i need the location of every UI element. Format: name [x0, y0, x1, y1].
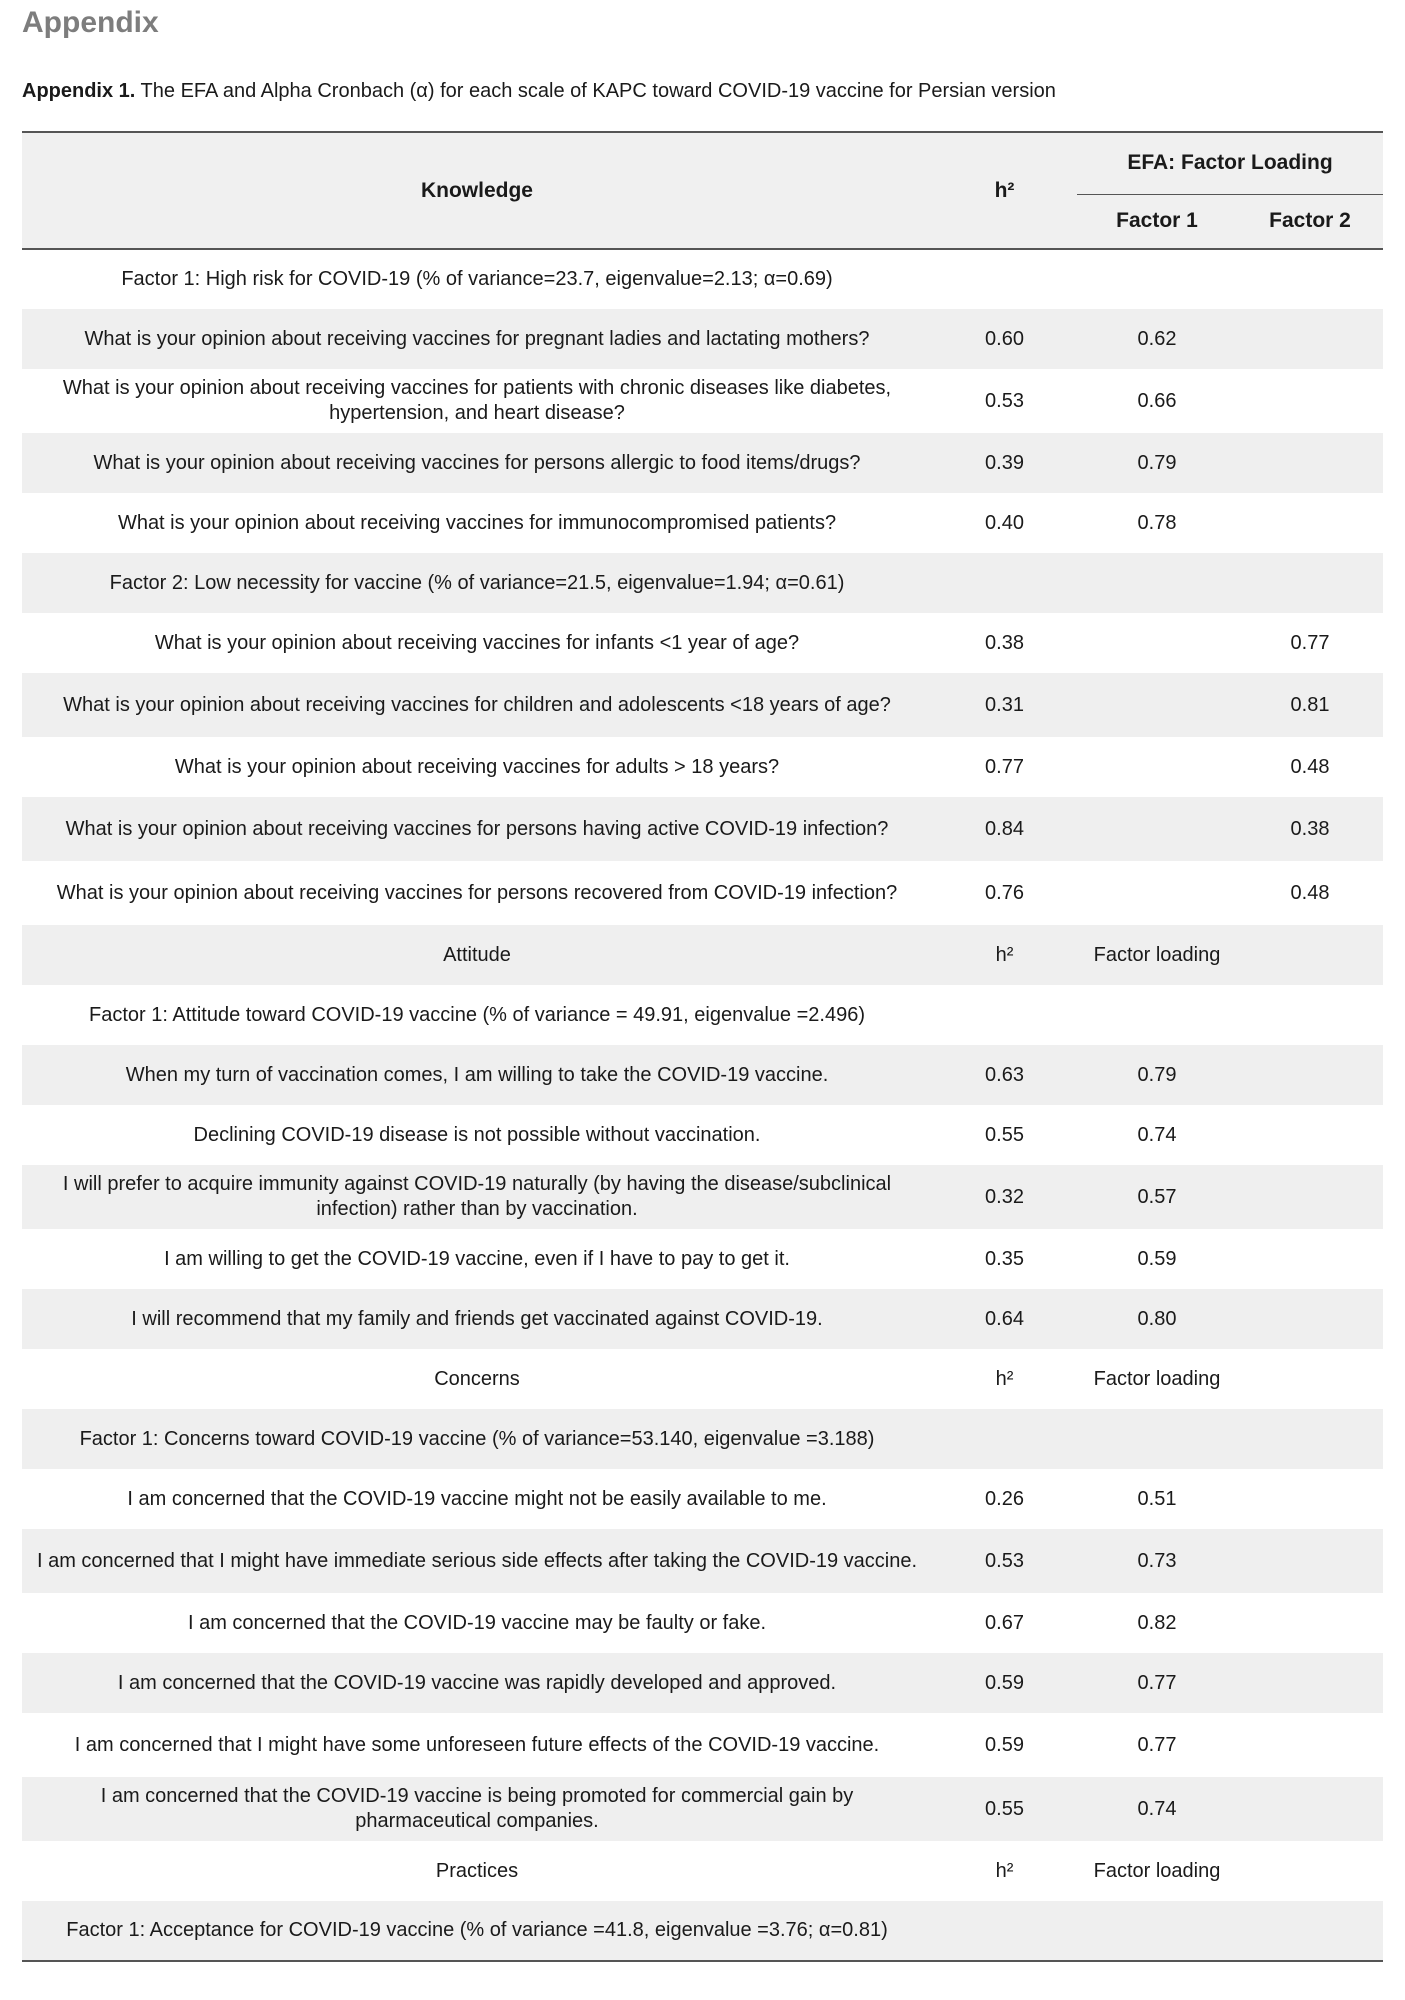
h2-value: 0.53: [932, 1529, 1077, 1593]
table-row: [22, 1289, 1383, 1349]
table-row: [22, 1713, 1383, 1777]
section-label: Factor 1: Attitude toward COVID-19 vaccine (% of variance = 49.91, eigenvalue =2.496): [89, 1003, 865, 1026]
table-row: [22, 797, 1383, 861]
factor-1-value: [1077, 737, 1237, 797]
h2-value: 0.77: [985, 755, 1024, 778]
h2-value: 0.63: [932, 1045, 1077, 1105]
empty-cell: [932, 1901, 1077, 1961]
header-h2: h²: [932, 132, 1077, 249]
efa-table-container: [22, 131, 1383, 1962]
h2-value: 0.26: [985, 1487, 1024, 1510]
efa-table: [22, 131, 1383, 1962]
factor-2-value: [1237, 1469, 1383, 1529]
empty-cell: [1077, 985, 1237, 1045]
factor-2-value: [1237, 1593, 1383, 1653]
table-row: [22, 309, 1383, 369]
factor-2-value: [1237, 1653, 1383, 1713]
empty-cell: [1237, 553, 1383, 613]
item-text: I am willing to get the COVID-19 vaccine, even if I have to pay to get it.: [164, 1247, 790, 1270]
item-text: What is your opinion about receiving vaccines for patients with chronic diseases like diabetes, hypertension, and heart disease?: [62, 377, 892, 424]
item-text: Declining COVID-19 disease is not possible without vaccination.: [193, 1123, 761, 1146]
table-row: [22, 1229, 1383, 1289]
item-text: What is your opinion about receiving vaccines for immunocompromised patients?: [117, 511, 837, 534]
table-row: [22, 369, 1383, 433]
empty-cell: [1077, 1901, 1237, 1961]
section-row: [22, 1409, 1383, 1469]
item-text: What is your opinion about receiving vaccines for persons recovered from COVID-19 infection?: [56, 881, 898, 904]
empty-cell: [932, 1409, 1077, 1469]
factor-2-value: 0.81: [1237, 673, 1383, 737]
h2-value: 0.67: [985, 1611, 1024, 1634]
factor-1-value: 0.73: [1077, 1529, 1237, 1593]
factor-2-value: [1237, 369, 1383, 433]
factor-2-value: [1237, 1165, 1383, 1229]
factor-1-value: 0.62: [1077, 309, 1237, 369]
factor-1-value: 0.51: [1137, 1487, 1177, 1510]
item-text: I am concerned that the COVID-19 vaccine may be faulty or fake.: [187, 1611, 767, 1634]
factor-1-value: 0.57: [1077, 1165, 1237, 1229]
subheader-row: [22, 925, 1383, 985]
item-text: I am concerned that the COVID-19 vaccine was rapidly developed and approved.: [22, 1653, 932, 1713]
h2-value: 0.84: [932, 797, 1077, 861]
table-row: [22, 613, 1383, 673]
table-row: [22, 1105, 1383, 1165]
factor-2-value: [1237, 1045, 1383, 1105]
section-label: Factor 2: Low necessity for vaccine (% of variance=21.5, eigenvalue=1.94; α=0.61): [22, 553, 932, 613]
factor-2-value: [1237, 1105, 1383, 1165]
empty-cell: [932, 985, 1077, 1045]
item-text: I am concerned that the COVID-19 vaccine is being promoted for commercial gain by pharmaceutical companies.: [22, 1777, 932, 1841]
h2-value: 0.38: [985, 631, 1024, 654]
h2-value: 0.53: [985, 389, 1024, 412]
item-text: I will recommend that my family and friends get vaccinated against COVID-19.: [22, 1289, 932, 1349]
factor-1-value: 0.82: [1137, 1611, 1177, 1634]
empty-cell: [1077, 553, 1237, 613]
subheader-h2-value: h²: [995, 1859, 1014, 1882]
factor-1-value: 0.77: [1137, 1733, 1177, 1756]
h2-value: 0.40: [985, 511, 1024, 534]
empty-cell: [1077, 249, 1237, 309]
table-row: [22, 1469, 1383, 1529]
h2-value: 0.59: [985, 1733, 1024, 1756]
h2-value: 0.60: [932, 309, 1077, 369]
subheader-row: [22, 1841, 1383, 1901]
table-row: [22, 1045, 1383, 1105]
empty-cell: [1077, 1409, 1237, 1469]
section-row: [22, 553, 1383, 613]
subheader-item-text: Practices: [435, 1859, 519, 1882]
h2-value: 0.55: [985, 1123, 1024, 1146]
header-efa-factor-loading: EFA: Factor Loading: [1077, 132, 1383, 194]
subheader-factor-1-value: Factor loading: [1093, 1367, 1221, 1390]
item-text: What is your opinion about receiving vaccines for persons having active COVID-19 infection?: [22, 797, 932, 861]
table-header: [22, 132, 1383, 249]
factor-1-value: [1077, 613, 1237, 673]
section-row: [22, 985, 1383, 1045]
header-factor-1: Factor 1: [1077, 194, 1237, 249]
table-row: [22, 737, 1383, 797]
item-text: What is your opinion about receiving vaccines for adults > 18 years?: [174, 755, 780, 778]
h2-value: 0.59: [932, 1653, 1077, 1713]
item-text: What is your opinion about receiving vaccines for children and adolescents <18 years of age?: [22, 673, 932, 737]
table-row: [22, 861, 1383, 925]
factor-1-value: 0.66: [1137, 389, 1177, 412]
table-body: [22, 249, 1383, 1961]
factor-2-value: [1237, 493, 1383, 553]
subheader-factor-2-value: [1237, 1841, 1383, 1901]
factor-1-value: 0.74: [1137, 1123, 1177, 1146]
table-row: [22, 1653, 1383, 1713]
factor-1-value: [1077, 861, 1237, 925]
section-row: [22, 249, 1383, 309]
appendix-heading: Appendix: [22, 6, 159, 39]
item-text: I am concerned that I might have some unforeseen future effects of the COVID-19 vaccine.: [74, 1733, 880, 1756]
caption-text: The EFA and Alpha Cronbach (α) for each scale of KAPC toward COVID-19 vaccine for Persian version: [135, 80, 1056, 102]
subheader-factor-2-value: [1237, 1349, 1383, 1409]
h2-value: 0.76: [985, 881, 1024, 904]
factor-2-value: 0.77: [1290, 631, 1330, 654]
factor-1-value: 0.77: [1077, 1653, 1237, 1713]
factor-2-value: [1237, 1229, 1383, 1289]
factor-2-value: [1237, 1777, 1383, 1841]
subheader-h2-value: h²: [932, 925, 1077, 985]
subheader-factor-1-value: Factor loading: [1093, 1859, 1221, 1882]
table-row: [22, 1529, 1383, 1593]
subheader-factor-1-value: Factor loading: [1077, 925, 1237, 985]
h2-value: 0.32: [932, 1165, 1077, 1229]
caption-label: Appendix 1.: [22, 80, 136, 102]
h2-value: 0.64: [932, 1289, 1077, 1349]
table-row: [22, 1165, 1383, 1229]
section-label: Factor 1: Acceptance for COVID-19 vaccine (% of variance =41.8, eigenvalue =3.76; α=0.81): [22, 1901, 932, 1961]
item-text: What is your opinion about receiving vaccines for persons allergic to food items/drugs?: [22, 433, 932, 493]
section-label: Factor 1: Concerns toward COVID-19 vaccine (% of variance=53.140, eigenvalue =3.188): [22, 1409, 932, 1469]
factor-1-value: 0.78: [1137, 511, 1177, 534]
factor-1-value: 0.74: [1077, 1777, 1237, 1841]
h2-value: 0.35: [985, 1247, 1024, 1270]
item-text: What is your opinion about receiving vaccines for pregnant ladies and lactating mothers?: [22, 309, 932, 369]
header-knowledge: Knowledge: [22, 132, 932, 249]
item-text: I will prefer to acquire immunity against COVID-19 naturally (by having the disease/subclinical infection) rather than by vaccination.: [22, 1165, 932, 1229]
section-label: Factor 1: High risk for COVID-19 (% of variance=23.7, eigenvalue=2.13; α=0.69): [121, 268, 833, 290]
empty-cell: [1237, 985, 1383, 1045]
item-text: When my turn of vaccination comes, I am willing to take the COVID-19 vaccine.: [22, 1045, 932, 1105]
subheader-item-text: Attitude: [22, 925, 932, 985]
h2-value: 0.31: [932, 673, 1077, 737]
table-caption: [22, 80, 1056, 103]
factor-1-value: [1077, 673, 1237, 737]
factor-2-value: 0.38: [1237, 797, 1383, 861]
factor-2-value: [1237, 309, 1383, 369]
subheader-h2-value: h²: [995, 1367, 1014, 1390]
factor-2-value: 0.48: [1290, 881, 1330, 904]
empty-cell: [932, 553, 1077, 613]
empty-cell: [1237, 1901, 1383, 1961]
table-row: [22, 493, 1383, 553]
subheader-row: [22, 1349, 1383, 1409]
factor-1-value: 0.80: [1077, 1289, 1237, 1349]
section-row: [22, 1901, 1383, 1961]
factor-1-value: 0.59: [1137, 1247, 1177, 1270]
empty-cell: [1237, 1409, 1383, 1469]
empty-cell: [932, 249, 1077, 309]
factor-2-value: [1237, 433, 1383, 493]
header-factor-2: Factor 2: [1237, 194, 1383, 249]
subheader-item-text: Concerns: [434, 1367, 520, 1390]
factor-2-value: [1237, 1713, 1383, 1777]
table-row: [22, 1777, 1383, 1841]
table-row: [22, 433, 1383, 493]
factor-2-value: 0.48: [1290, 755, 1330, 778]
table-row: [22, 673, 1383, 737]
subheader-factor-2-value: [1237, 925, 1383, 985]
h2-value: 0.39: [932, 433, 1077, 493]
table-row: [22, 1593, 1383, 1653]
factor-1-value: 0.79: [1077, 433, 1237, 493]
item-text: I am concerned that I might have immediate serious side effects after taking the COVID-19 vaccine.: [22, 1529, 932, 1593]
item-text: What is your opinion about receiving vaccines for infants <1 year of age?: [154, 631, 800, 654]
factor-1-value: [1077, 797, 1237, 861]
factor-1-value: 0.79: [1077, 1045, 1237, 1105]
h2-value: 0.55: [932, 1777, 1077, 1841]
item-text: I am concerned that the COVID-19 vaccine might not be easily available to me.: [127, 1487, 827, 1510]
empty-cell: [1237, 249, 1383, 309]
factor-2-value: [1237, 1289, 1383, 1349]
factor-2-value: [1237, 1529, 1383, 1593]
